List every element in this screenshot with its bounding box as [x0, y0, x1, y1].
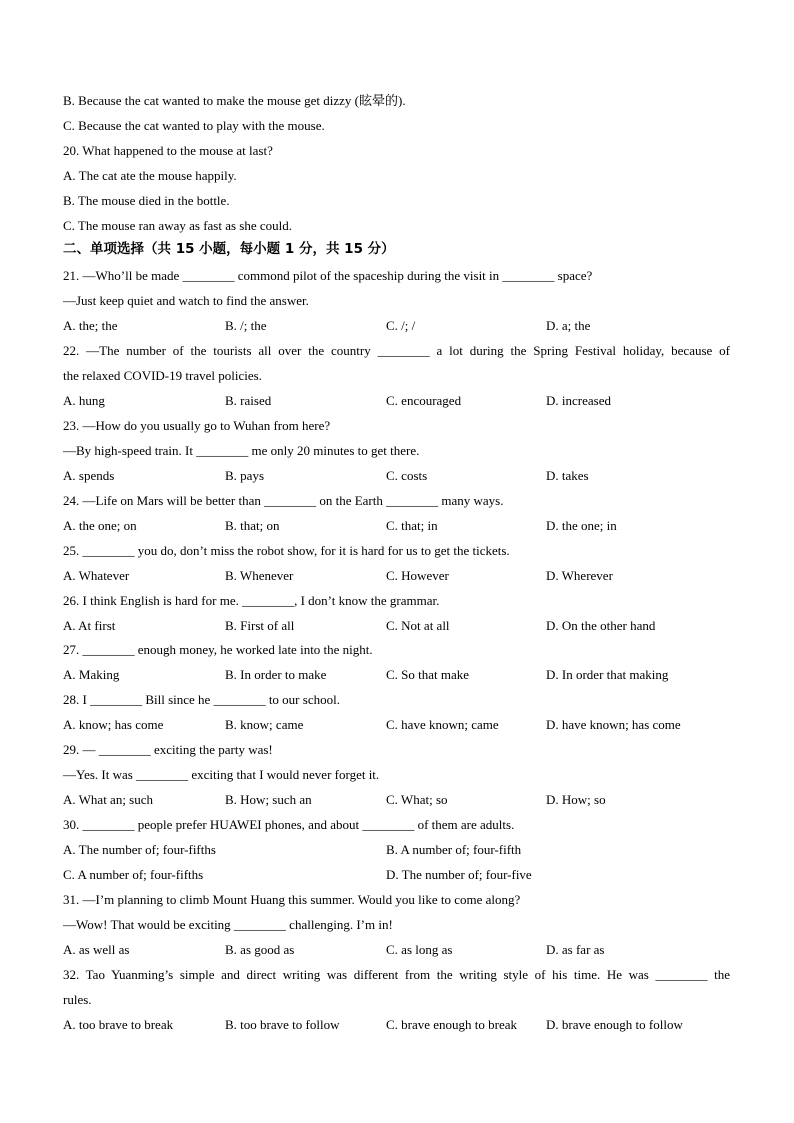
option-b: B. In order to make	[225, 667, 327, 682]
options-row	[63, 666, 743, 683]
option-b: B. as good as	[225, 942, 295, 957]
option-d: D. brave enough to follow	[546, 1017, 683, 1032]
options-row	[63, 841, 743, 858]
option-a: A. hung	[63, 393, 105, 408]
option-d: D. the one; in	[546, 518, 617, 533]
option-c: C. So that make	[386, 667, 470, 682]
option-d: D. as far as	[546, 942, 605, 957]
option-a: A. At first	[63, 618, 116, 633]
option-c: C. have known; came	[386, 717, 499, 732]
question-stem: 21. —Who’ll be made ________ commond pilot of the spaceship during the visit in ________ space?	[63, 268, 593, 283]
q20-option-b: B. The mouse died in the bottle.	[63, 193, 230, 208]
option-c: C. However	[386, 568, 449, 583]
question-stem: 32. Tao Yuanming’s simple and direct writing was different from the writing style of his time. He was ________ the	[63, 967, 730, 982]
option-c: C. What; so	[386, 792, 448, 807]
option-a: A. The number of; four-fifths	[63, 842, 216, 857]
option-c: C. /; /	[386, 318, 416, 333]
options-row	[63, 517, 743, 534]
q19-option-c: C. Because the cat wanted to play with the mouse.	[63, 118, 325, 133]
question-stem: —Wow! That would be exciting ________ challenging. I’m in!	[63, 917, 393, 932]
option-c: C. Not at all	[386, 618, 450, 633]
question-stem: 30. ________ people prefer HUAWEI phones, and about ________ of them are adults.	[63, 817, 515, 832]
question-stem: rules.	[63, 992, 92, 1007]
question-stem: 31. —I’m planning to climb Mount Huang this summer. Would you like to come along?	[63, 892, 521, 907]
question-stem: —Yes. It was ________ exciting that I would never forget it.	[63, 767, 380, 782]
options-row	[63, 467, 743, 484]
question-stem: —By high-speed train. It ________ me only 20 minutes to get there.	[63, 443, 420, 458]
option-d: D. increased	[546, 393, 611, 408]
option-b: B. raised	[225, 393, 272, 408]
option-c: C. encouraged	[386, 393, 462, 408]
options-row	[63, 317, 743, 334]
option-b: B. /; the	[225, 318, 267, 333]
options-row	[63, 716, 743, 733]
option-b: B. that; on	[225, 518, 280, 533]
option-b: B. A number of; four-fifth	[386, 842, 522, 857]
option-a: A. Whatever	[63, 568, 130, 583]
question-stem: 24. —Life on Mars will be better than ________ on the Earth ________ many ways.	[63, 493, 504, 508]
option-b: B. know; came	[225, 717, 304, 732]
question-stem: 23. —How do you usually go to Wuhan from here?	[63, 418, 331, 433]
option-a: A. too brave to break	[63, 1017, 174, 1032]
option-c: C. that; in	[386, 518, 438, 533]
options-row	[63, 392, 743, 409]
option-c: C. costs	[386, 468, 428, 483]
q19-option-b: B. Because the cat wanted to make the mouse get dizzy (眩晕的).	[63, 93, 406, 108]
option-d: D. Wherever	[546, 568, 613, 583]
option-b: B. Whenever	[225, 568, 294, 583]
options-row	[63, 617, 743, 634]
q20-option-a: A. The cat ate the mouse happily.	[63, 168, 237, 183]
option-a: A. spends	[63, 468, 115, 483]
option-d: D. a; the	[546, 318, 591, 333]
option-a: A. the one; on	[63, 518, 137, 533]
options-row	[63, 791, 743, 808]
question-stem: 25. ________ you do, don’t miss the robot show, for it is hard for us to get the tickets.	[63, 543, 510, 558]
option-b: B. pays	[225, 468, 264, 483]
question-stem: the relaxed COVID-19 travel policies.	[63, 368, 262, 383]
option-a: A. as well as	[63, 942, 130, 957]
options-row	[63, 1016, 743, 1033]
q20-stem: 20. What happened to the mouse at last?	[63, 143, 273, 158]
option-a: A. Making	[63, 667, 120, 682]
options-row	[63, 567, 743, 584]
option-a: A. the; the	[63, 318, 118, 333]
question-stem: 27. ________ enough money, he worked late into the night.	[63, 642, 373, 657]
question-stem: 26. I think English is hard for me. ________, I don’t know the grammar.	[63, 593, 440, 608]
section-title: 二、单项选择（共 15 小题，每小题 1 分，共 15 分）	[63, 241, 395, 257]
question-stem: —Just keep quiet and watch to find the answer.	[63, 293, 309, 308]
question-stem: 22. —The number of the tourists all over the country ________ a lot during the Spring Festival holiday, because of	[63, 343, 730, 358]
option-d: D. In order that making	[546, 667, 669, 682]
option-d: D. have known; has come	[546, 717, 681, 732]
option-d: D. The number of; four-five	[386, 867, 532, 882]
option-b: B. First of all	[225, 618, 295, 633]
options-row	[63, 941, 743, 958]
options-row	[63, 866, 743, 883]
option-c: C. A number of; four-fifths	[63, 867, 204, 882]
question-stem: 28. I ________ Bill since he ________ to our school.	[63, 692, 340, 707]
option-d: D. takes	[546, 468, 589, 483]
option-d: D. How; so	[546, 792, 606, 807]
question-stem: 29. — ________ exciting the party was!	[63, 742, 273, 757]
q20-option-c: C. The mouse ran away as fast as she could.	[63, 218, 293, 233]
option-a: A. know; has come	[63, 717, 164, 732]
option-b: B. How; such an	[225, 792, 312, 807]
option-c: C. brave enough to break	[386, 1017, 518, 1032]
option-b: B. too brave to follow	[225, 1017, 340, 1032]
option-d: D. On the other hand	[546, 618, 656, 633]
option-c: C. as long as	[386, 942, 453, 957]
option-a: A. What an; such	[63, 792, 154, 807]
